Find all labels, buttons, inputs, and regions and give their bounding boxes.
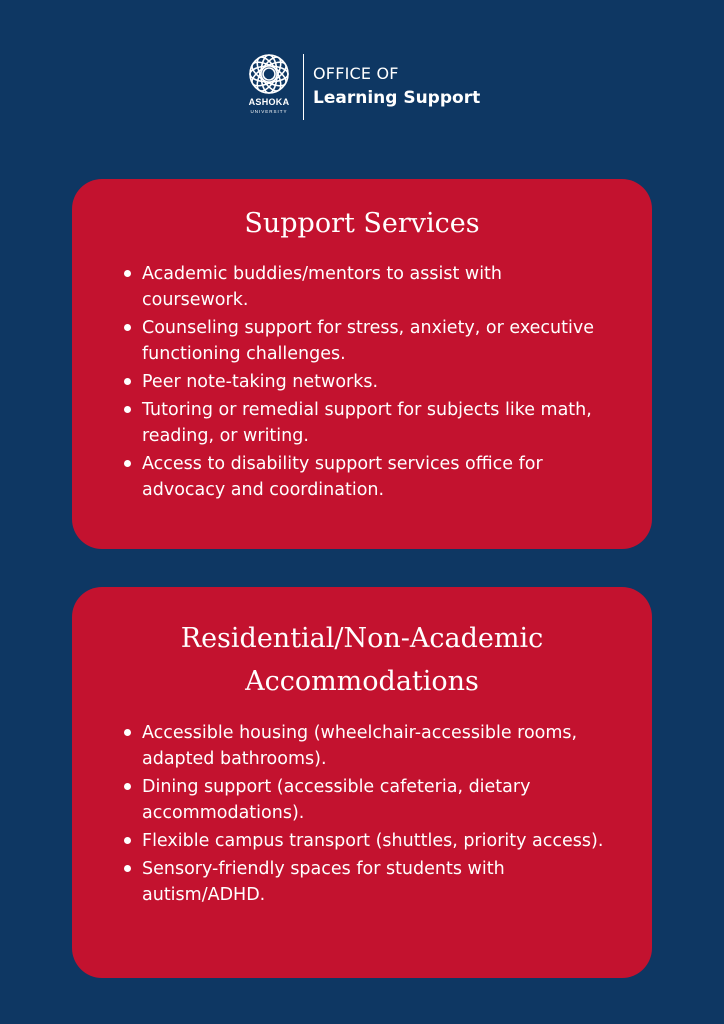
list-item-text: Dining support (accessible cafeteria, dietary accommodations). (142, 777, 531, 823)
residential-accommodations-list (122, 720, 612, 910)
list-item (122, 774, 612, 826)
list-item-text: Sensory-friendly spaces for students with autism/ADHD. (142, 859, 505, 905)
bullet-icon (124, 783, 131, 790)
list-item (122, 261, 612, 313)
header-divider (303, 54, 304, 120)
support-services-card (72, 179, 652, 549)
bullet-icon (124, 270, 131, 277)
bullet-icon (124, 406, 131, 413)
university-logo (244, 52, 294, 122)
office-name: Learning Support (313, 88, 481, 108)
bullet-icon (124, 837, 131, 844)
bullet-icon (124, 729, 131, 736)
list-item-text: Access to disability support services office for advocacy and coordination. (142, 454, 543, 500)
list-item-text: Accessible housing (wheelchair-accessible rooms, adapted bathrooms). (142, 723, 578, 769)
list-item (122, 720, 612, 772)
bullet-icon (124, 865, 131, 872)
logo-subtitle: UNIVERSITY (250, 109, 288, 114)
list-item-text: Tutoring or remedial support for subjects like math, reading, or writing. (142, 400, 592, 446)
support-services-title: Support Services (244, 208, 480, 239)
ashoka-logo-icon (247, 52, 291, 96)
office-label: OFFICE OF (313, 64, 399, 83)
list-item (122, 315, 612, 367)
list-item-text: Flexible campus transport (shuttles, priority access). (142, 831, 604, 851)
list-item-text: Academic buddies/mentors to assist with coursework. (142, 264, 503, 310)
list-item (122, 828, 612, 854)
bullet-icon (124, 324, 131, 331)
bullet-icon (124, 460, 131, 467)
list-item (122, 397, 612, 449)
list-item-text: Peer note-taking networks. (142, 372, 379, 392)
residential-accommodations-title: Residential/Non-Academic Accommodations (180, 623, 544, 697)
list-item-text: Counseling support for stress, anxiety, or executive functioning challenges. (142, 318, 594, 364)
support-services-list (122, 261, 612, 505)
residential-accommodations-card (72, 587, 652, 978)
list-item (122, 856, 612, 908)
logo-name: ASHOKA (248, 97, 290, 107)
header (0, 52, 724, 122)
bullet-icon (124, 378, 131, 385)
list-item (122, 369, 612, 395)
list-item (122, 451, 612, 503)
